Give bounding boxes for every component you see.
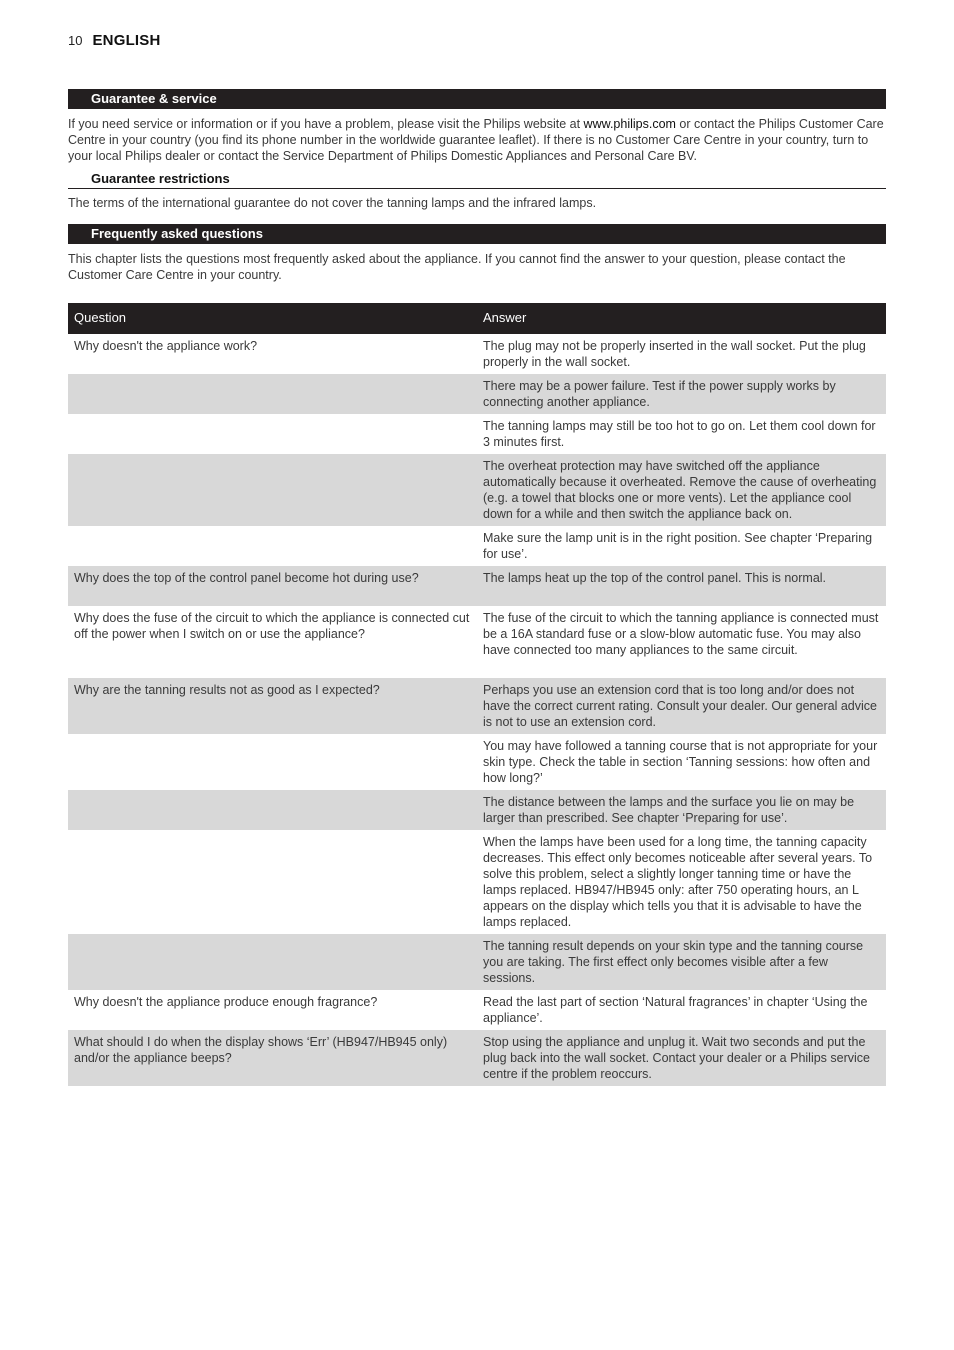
question-cell [68,734,477,790]
section-heading-guarantee: Guarantee & service [68,89,886,109]
table-row [68,734,886,790]
page-content [68,89,886,1086]
answer-cell: The distance between the lamps and the surface you lie on may be larger than prescribed. See chapter ‘Preparing for use’. [477,790,886,830]
table-row [68,830,886,934]
table-row [68,1030,886,1086]
guarantee-text-after: or contact the Philips Customer Care Centre in your country (you find its phone number in the worldwide guarantee leaflet). If there is no Customer Care Centre in your country, turn to your local Philips dealer or contact the Service Department of Philips Domestic Appliances and Personal Care BV. [68,117,884,163]
table-row [68,934,886,990]
answer-cell: The plug may not be properly inserted in the wall socket. Put the plug properly in the wall socket. [483,339,866,369]
table-row [68,606,886,678]
page-language: ENGLISH [92,32,161,49]
answer-cell: When the lamps have been used for a long time, the tanning capacity decreases. This effect only becomes noticeable after several years. To solve this problem, select a slightly longer tanning time or have the lamps replaced. HB947/HB945 only: after 750 operating hours, an L appears on the display which tells you that it is advisable to have the lamps replaced. [483,835,873,929]
table-row [68,414,886,454]
philips-website-link[interactable]: www.philips.com [583,117,676,131]
question-cell [68,374,477,414]
answer-cell: The overheat protection may have switched off the appliance automatically because it overheated. Remove the cause of overheating (e.g. a towel that blocks one or more vents). Let the appliance cool down for a while and then switch the appliance back on. [477,454,886,526]
question-cell: What should I do when the display shows ‘Err’ (HB947/HB945 only) and/or the appliance beeps? [68,1030,477,1086]
question-cell [68,790,477,830]
faq-header-row [68,303,886,334]
question-cell: Why are the tanning results not as good as I expected? [68,678,477,734]
question-cell: Why doesn't the appliance produce enough fragrance? [74,995,378,1009]
table-row [68,990,886,1030]
answer-cell: The tanning result depends on your skin type and the tanning course you are taking. The first effect only becomes visible after a few sessions. [477,934,886,990]
page-header [68,32,161,54]
question-cell: Why does the fuse of the circuit to which the appliance is connected cut off the power when I switch on or use the appliance? [74,611,470,641]
faq-table [68,303,886,1086]
table-row [68,334,886,374]
answer-cell: Make sure the lamp unit is in the right position. See chapter ‘Preparing for use’. [483,531,873,561]
guarantee-text [68,116,886,164]
question-cell [68,830,477,934]
answer-cell: Stop using the appliance and unplug it. Wait two seconds and put the plug back into the wall socket. Contact your dealer or a Philips service centre if the problem reoccurs. [477,1030,886,1086]
table-row [68,678,886,734]
answer-cell: The fuse of the circuit to which the tanning appliance is connected must be a 16A standard fuse or a slow-blow automatic fuse. You may also have connected too many appliances to the same circuit. [483,611,879,657]
answer-cell: You may have followed a tanning course that is not appropriate for your skin type. Check the table in section ‘Tanning sessions: how often and how long?’ [483,739,878,785]
guarantee-text-before: If you need service or information or if you have a problem, please visit the Philips website at [68,117,584,131]
answer-cell: The tanning lamps may still be too hot to go on. Let them cool down for 3 minutes first. [483,419,876,449]
faq-intro: This chapter lists the questions most frequently asked about the appliance. If you cannot find the answer to your question, please contact the Customer Care Centre in your country. [68,252,846,282]
section-heading-faq: Frequently asked questions [68,224,886,244]
question-cell [68,934,477,990]
answer-cell: Perhaps you use an extension cord that is too long and/or does not have the correct current rating. Consult your dealer. Our general advice is not to use an extension cord. [477,678,886,734]
question-cell: Why does the top of the control panel become hot during use? [68,566,477,606]
question-cell [68,454,477,526]
subheading-restrictions: Guarantee restrictions [68,170,886,189]
table-row [68,790,886,830]
table-row [68,374,886,414]
question-cell [68,414,477,454]
answer-cell: The lamps heat up the top of the control panel. This is normal. [477,566,886,606]
table-row [68,454,886,526]
table-row [68,526,886,566]
restrictions-text: The terms of the international guarantee do not cover the tanning lamps and the infrared lamps. [68,196,597,210]
table-row [68,566,886,606]
question-cell [68,526,477,566]
question-cell: Why doesn't the appliance work? [74,339,258,353]
answer-cell: There may be a power failure. Test if the power supply works by connecting another appliance. [477,374,886,414]
page-number: 10 [68,33,83,48]
answer-column-header: Answer [477,303,886,334]
question-column-header: Question [68,303,477,334]
answer-cell: Read the last part of section ‘Natural fragrances’ in chapter ‘Using the appliance’. [483,995,868,1025]
